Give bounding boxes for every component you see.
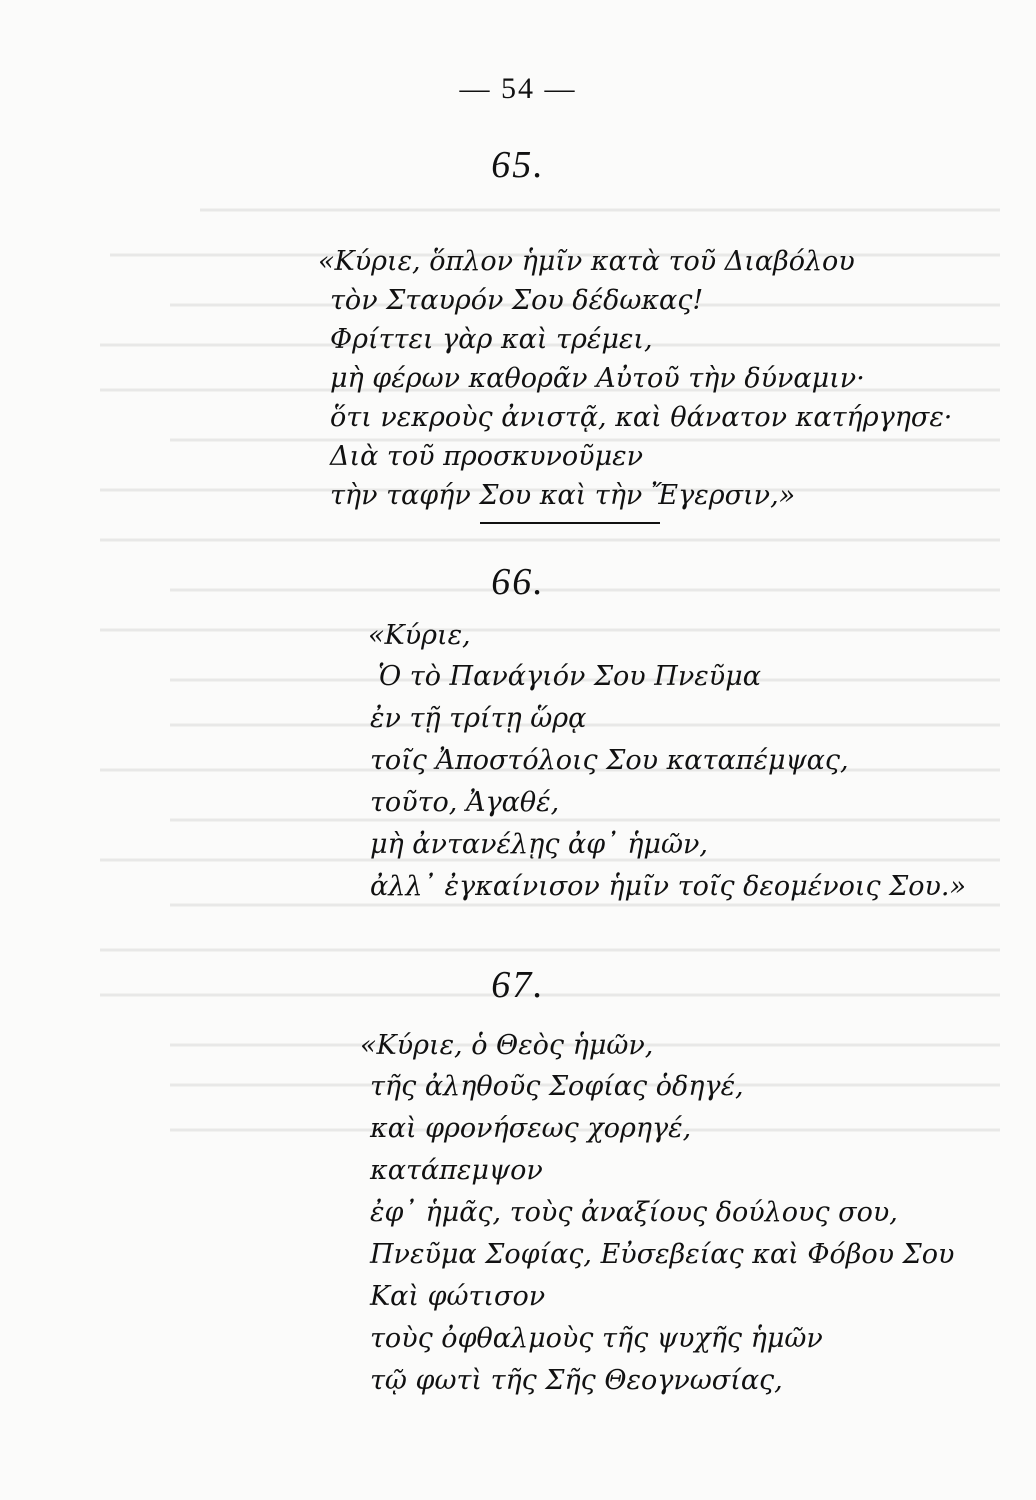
verse-line: τῆς ἀληθοῦς Σοφίας ὁδηγέ, (370, 1071, 744, 1102)
verse-line: μὴ φέρων καθορᾶν Αὐτοῦ τὴν δύναμιν· (330, 363, 865, 394)
hymn-number-67: 67. (491, 964, 545, 1006)
verse-line: Φρίττει γὰρ καὶ τρέμει, (330, 324, 653, 355)
verse-line: «Κύριε, ὅπλον ἡμῖν κατὰ τοῦ Διαβόλου (318, 246, 855, 277)
verse-line: ἐφ᾽ ἡμᾶς, τοὺς ἀναξίους δούλους σου, (370, 1197, 898, 1228)
verse-line: ὅτι νεκροὺς ἀνιστᾷ, καὶ θάνατον κατήργησε· (330, 402, 953, 433)
section-divider (480, 522, 660, 524)
verse-line: Διὰ τοῦ προσκυνοῦμεν (330, 441, 644, 472)
verse-line: ἀλλ᾽ ἐγκαίνισον ἡμῖν τοῖς δεομένοις Σου.» (370, 871, 967, 902)
hymn-number-66: 66. (491, 561, 545, 603)
verse-line: Ὁ τὸ Πανάγιόν Σου Πνεῦμα (378, 661, 761, 692)
page-number: — 54 — (459, 72, 577, 105)
hymn-number-65: 65. (491, 144, 545, 186)
verse-line: μὴ ἀντανέλῃς ἀφ᾽ ἡμῶν, (370, 829, 708, 860)
verse-line: τὸν Σταυρόν Σου δέδωκας! (330, 285, 704, 316)
verse-line: καὶ φρονήσεως χορηγέ, (370, 1113, 692, 1144)
verse-line: Πνεῦμα Σοφίας, Εὐσεβείας καὶ Φόβου Σου (370, 1239, 955, 1270)
verse-line: τὴν ταφήν Σου καὶ τὴν Ἔγερσιν,» (330, 480, 796, 511)
verse-line: ἐν τῇ τρίτῃ ὥρᾳ (370, 703, 587, 734)
verse-line: τοὺς ὀφθαλμοὺς τῆς ψυχῆς ἡμῶν (370, 1323, 823, 1354)
verse-line: Καὶ φώτισον (370, 1281, 546, 1312)
verse-line: κατάπεμψον (370, 1155, 543, 1186)
verse-line: τοῦτο, Ἀγαθέ, (370, 787, 560, 818)
verse-line: τῷ φωτὶ τῆς Σῆς Θεογνωσίας, (370, 1365, 783, 1396)
verse-line: «Κύριε, ὁ Θεὸς ἡμῶν, (360, 1030, 654, 1061)
verse-line: «Κύριε, (368, 620, 471, 651)
verse-line: τοῖς Ἀποστόλοις Σου καταπέμψας, (370, 745, 849, 776)
